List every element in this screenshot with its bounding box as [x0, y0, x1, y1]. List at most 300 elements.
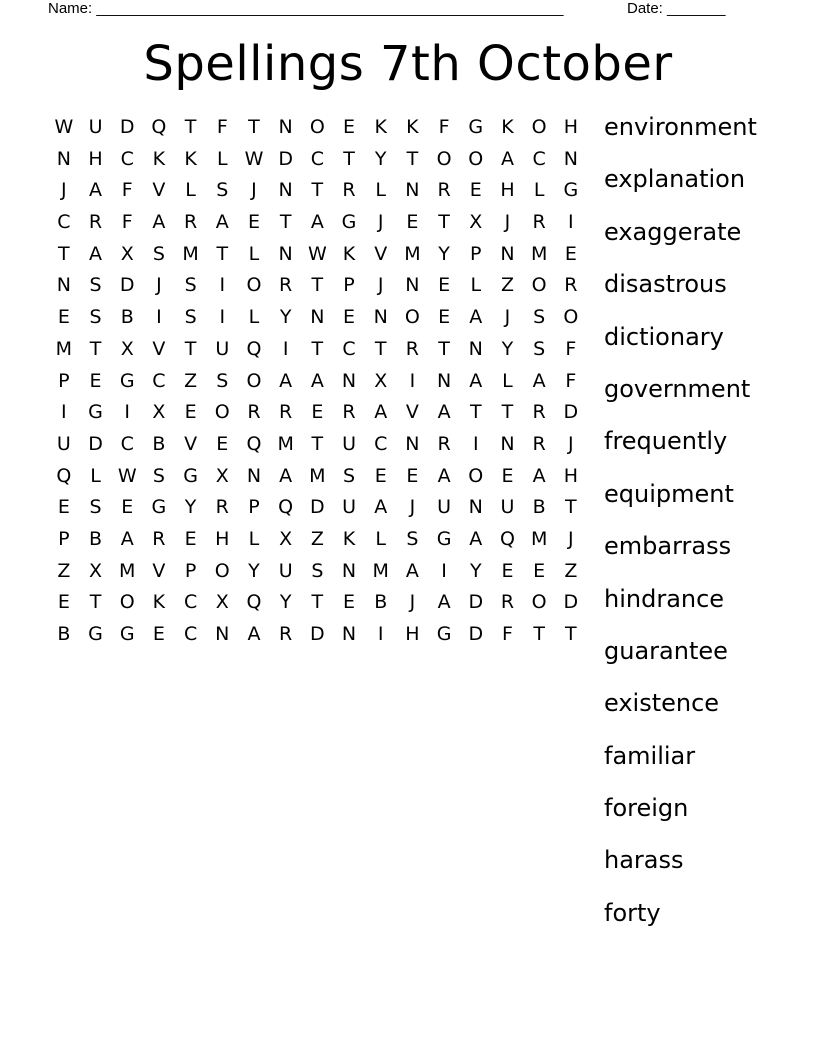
- grid-letter: X: [279, 527, 293, 550]
- grid-letter: O: [246, 274, 262, 297]
- word-list-item: equipment: [604, 479, 734, 508]
- grid-letter: A: [405, 559, 419, 582]
- grid-letter: H: [563, 116, 578, 138]
- grid-letter: A: [152, 211, 166, 234]
- word-list-item: hindrance: [604, 584, 725, 613]
- word-list-item: forty: [604, 898, 661, 927]
- grid-letter: I: [568, 211, 574, 234]
- grid-letter: A: [89, 242, 103, 265]
- grid-letter: D: [563, 401, 579, 424]
- grid-letter: C: [342, 337, 356, 360]
- grid-letter: L: [90, 464, 101, 487]
- grid-letter: S: [89, 274, 102, 297]
- grid-letter: L: [533, 179, 545, 202]
- grid-letter: X: [215, 464, 229, 487]
- grid-letter: A: [310, 369, 324, 392]
- grid-letter: S: [343, 464, 356, 487]
- grid-letter: C: [57, 211, 71, 234]
- grid-letter: O: [531, 591, 547, 614]
- grid-letter: Q: [499, 527, 515, 550]
- grid-letter: P: [184, 559, 197, 582]
- grid-letter: O: [214, 401, 230, 424]
- grid-letter: T: [565, 623, 577, 645]
- letter-grid: [48, 112, 588, 652]
- grid-letter: E: [89, 369, 102, 392]
- word-list-item: exaggerate: [604, 217, 742, 246]
- grid-letter: U: [215, 337, 230, 360]
- grid-letter: S: [533, 337, 546, 360]
- grid-letter: Y: [279, 591, 292, 614]
- grid-letter: I: [219, 274, 226, 297]
- grid-letter: P: [248, 496, 260, 519]
- grid-letter: L: [470, 274, 482, 297]
- grid-letter: G: [119, 369, 135, 392]
- grid-letter: O: [119, 591, 135, 614]
- grid-letter: Z: [57, 559, 71, 582]
- grid-letter: O: [563, 306, 579, 329]
- grid-letter: D: [468, 623, 484, 645]
- grid-letter: D: [119, 274, 135, 297]
- grid-letter: K: [184, 147, 197, 170]
- grid-letter: R: [532, 432, 546, 455]
- grid-letter: I: [219, 306, 226, 329]
- grid-letter: T: [58, 242, 70, 265]
- grid-letter: S: [216, 369, 229, 392]
- grid-letter: A: [437, 591, 451, 614]
- grid-letter: R: [532, 401, 546, 424]
- grid-letter: N: [278, 242, 293, 265]
- grid-letter: M: [182, 242, 199, 265]
- grid-letter: N: [341, 369, 357, 392]
- word-list-item: dictionary: [604, 322, 724, 351]
- grid-letter: J: [409, 496, 416, 519]
- grid-letter: S: [216, 179, 229, 202]
- grid-letter: T: [374, 337, 387, 360]
- grid-letter: I: [472, 432, 479, 455]
- grid-letter: R: [437, 179, 451, 202]
- grid-letter: T: [533, 623, 545, 645]
- grid-row: [48, 429, 588, 461]
- grid-letter: O: [214, 559, 230, 582]
- grid-letter: D: [278, 147, 293, 170]
- grid-letter: M: [309, 464, 326, 487]
- grid-letter: J: [156, 274, 162, 297]
- grid-letter: L: [502, 369, 513, 392]
- grid-letter: Q: [56, 464, 72, 487]
- grid-letter: T: [311, 179, 324, 202]
- grid-letter: A: [500, 147, 514, 170]
- grid-letter: H: [88, 147, 103, 170]
- grid-letter: Z: [564, 559, 578, 582]
- word-list-item: disastrous: [604, 270, 727, 299]
- grid-letter: O: [468, 464, 484, 487]
- grid-letter: J: [504, 306, 511, 329]
- grid-letter: R: [183, 211, 198, 234]
- grid-letter: A: [279, 464, 293, 487]
- grid-letter: G: [88, 401, 103, 424]
- grid-letter: K: [152, 591, 166, 614]
- grid-letter: J: [251, 179, 257, 202]
- grid-letter: T: [311, 274, 324, 297]
- grid-letter: E: [57, 306, 70, 329]
- grid-letter: R: [500, 591, 515, 614]
- grid-letter: T: [248, 116, 260, 138]
- grid-letter: C: [120, 147, 134, 170]
- grid-letter: O: [436, 147, 452, 170]
- grid-letter: T: [406, 147, 419, 170]
- grid-letter: L: [185, 179, 196, 202]
- grid-letter: M: [530, 242, 548, 265]
- word-list-item: familiar: [604, 741, 696, 770]
- grid-letter: P: [58, 369, 70, 392]
- grid-letter: Y: [438, 242, 450, 265]
- grid-letter: O: [404, 306, 420, 329]
- grid-letter: A: [532, 369, 546, 392]
- grid-letter: C: [183, 623, 198, 645]
- word-list-item: guarantee: [604, 636, 728, 665]
- grid-letter: X: [89, 559, 103, 582]
- grid-letter: R: [279, 623, 293, 645]
- date-field: Date: _______: [627, 0, 726, 17]
- grid-letter: S: [152, 242, 165, 265]
- grid-letter: G: [563, 179, 579, 202]
- grid-letter: F: [565, 337, 577, 360]
- grid-letter: N: [563, 147, 578, 170]
- grid-letter: X: [120, 337, 134, 360]
- grid-letter: N: [468, 337, 483, 360]
- grid-letter: M: [530, 527, 548, 550]
- grid-letter: N: [436, 369, 452, 392]
- grid-letter: W: [54, 116, 74, 138]
- grid-letter: H: [215, 527, 230, 550]
- grid-letter: F: [121, 179, 133, 202]
- grid-row: [48, 239, 588, 271]
- grid-letter: D: [563, 591, 579, 614]
- grid-letter: D: [119, 116, 135, 138]
- grid-letter: R: [247, 401, 261, 424]
- grid-letter: F: [216, 116, 228, 138]
- grid-letter: L: [216, 147, 228, 170]
- grid-letter: O: [309, 116, 325, 138]
- grid-letter: R: [279, 401, 293, 424]
- grid-letter: Y: [184, 496, 197, 519]
- grid-letter: J: [568, 432, 574, 455]
- grid-letter: G: [436, 623, 452, 645]
- grid-letter: G: [151, 496, 167, 519]
- grid-letter: A: [469, 369, 483, 392]
- grid-letter: Y: [279, 306, 292, 329]
- grid-letter: Z: [184, 369, 198, 392]
- grid-letter: C: [120, 432, 134, 455]
- grid-letter: V: [374, 242, 388, 265]
- grid-row: [48, 397, 588, 429]
- grid-letter: E: [406, 211, 419, 234]
- grid-letter: I: [409, 369, 416, 392]
- grid-letter: Y: [469, 559, 482, 582]
- grid-letter: T: [184, 116, 197, 138]
- grid-letter: E: [57, 591, 70, 614]
- grid-letter: E: [406, 464, 419, 487]
- grid-letter: E: [343, 116, 356, 138]
- word-list-item: frequently: [604, 427, 728, 456]
- grid-letter: N: [278, 116, 293, 138]
- grid-letter: T: [311, 591, 324, 614]
- grid-letter: S: [89, 496, 102, 519]
- grid-letter: I: [441, 559, 447, 582]
- grid-letter: N: [500, 242, 515, 265]
- page-title: Spellings 7th October: [143, 36, 673, 92]
- grid-letter: N: [341, 559, 357, 582]
- grid-letter: E: [152, 623, 165, 645]
- grid-letter: M: [119, 559, 136, 582]
- grid-letter: B: [89, 527, 103, 550]
- grid-letter: M: [55, 337, 73, 360]
- grid-letter: N: [56, 274, 71, 297]
- grid-letter: Q: [246, 337, 262, 360]
- grid-letter: W: [307, 242, 327, 265]
- grid-letter: X: [120, 242, 134, 265]
- grid-letter: F: [121, 211, 133, 234]
- word-list-item: government: [604, 374, 751, 403]
- grid-letter: G: [341, 211, 357, 234]
- grid-letter: I: [282, 337, 289, 360]
- grid-letter: Q: [246, 591, 262, 614]
- grid-letter: S: [311, 559, 324, 582]
- grid-letter: E: [438, 306, 451, 329]
- grid-letter: E: [501, 464, 514, 487]
- grid-letter: N: [500, 432, 515, 455]
- grid-letter: M: [372, 559, 389, 582]
- grid-letter: R: [532, 211, 546, 234]
- grid-letter: R: [437, 432, 451, 455]
- grid-letter: S: [406, 527, 419, 550]
- grid-letter: K: [374, 116, 387, 138]
- grid-letter: T: [89, 337, 102, 360]
- grid-letter: V: [184, 432, 198, 455]
- grid-letter: T: [438, 337, 450, 360]
- grid-letter: E: [564, 242, 577, 265]
- grid-letter: K: [152, 147, 166, 170]
- grid-letter: S: [184, 274, 197, 297]
- grid-letter: O: [246, 369, 262, 392]
- grid-letter: J: [61, 179, 67, 202]
- grid-letter: T: [311, 337, 324, 360]
- grid-letter: V: [152, 559, 166, 582]
- grid-row: [48, 302, 588, 334]
- grid-letter: R: [405, 337, 419, 360]
- grid-row: [48, 270, 588, 302]
- grid-letter: N: [56, 147, 71, 170]
- grid-row: [48, 461, 588, 493]
- grid-letter: A: [374, 401, 388, 424]
- grid-row: [48, 619, 588, 651]
- grid-letter: U: [278, 559, 293, 582]
- grid-letter: U: [56, 432, 71, 455]
- grid-letter: U: [342, 496, 356, 519]
- grid-letter: N: [215, 623, 230, 645]
- grid-letter: V: [405, 401, 419, 424]
- grid-letter: A: [469, 306, 483, 329]
- grid-letter: K: [501, 116, 514, 138]
- grid-letter: B: [120, 306, 134, 329]
- grid-letter: T: [216, 242, 229, 265]
- grid-letter: U: [342, 432, 356, 455]
- grid-letter: R: [215, 496, 229, 519]
- grid-letter: T: [89, 591, 102, 614]
- grid-letter: N: [405, 179, 420, 202]
- grid-letter: Y: [248, 559, 260, 582]
- grid-letter: Z: [310, 527, 324, 550]
- grid-letter: R: [342, 179, 356, 202]
- grid-letter: X: [374, 369, 388, 392]
- word-list-item: foreign: [604, 794, 689, 823]
- grid-letter: N: [405, 432, 420, 455]
- grid-letter: O: [468, 147, 484, 170]
- grid-letter: E: [374, 464, 387, 487]
- grid-letter: E: [343, 591, 356, 614]
- grid-letter: F: [502, 623, 513, 645]
- grid-letter: F: [438, 116, 450, 138]
- grid-letter: S: [533, 306, 546, 329]
- grid-letter: J: [377, 274, 384, 297]
- grid-letter: R: [152, 527, 166, 550]
- grid-letter: V: [152, 179, 166, 202]
- grid-row: [48, 334, 588, 366]
- grid-letter: C: [532, 147, 546, 170]
- grid-row: [48, 556, 588, 588]
- grid-letter: U: [437, 496, 452, 519]
- grid-letter: H: [405, 623, 420, 645]
- grid-letter: B: [374, 591, 388, 614]
- grid-letter: E: [184, 401, 197, 424]
- grid-letter: G: [183, 464, 198, 487]
- grid-letter: A: [310, 211, 324, 234]
- grid-letter: A: [374, 496, 388, 519]
- grid-letter: A: [120, 527, 134, 550]
- grid-letter: P: [58, 527, 70, 550]
- grid-letter: N: [468, 496, 483, 519]
- grid-letter: N: [278, 179, 293, 202]
- grid-letter: H: [563, 464, 578, 487]
- grid-letter: B: [57, 623, 71, 645]
- grid-letter: J: [568, 527, 574, 550]
- word-list-item: embarrass: [604, 532, 732, 561]
- grid-letter: T: [438, 211, 450, 234]
- grid-letter: I: [377, 623, 384, 645]
- grid-letter: K: [342, 242, 356, 265]
- grid-letter: T: [343, 147, 355, 170]
- grid-letter: V: [152, 337, 166, 360]
- grid-letter: T: [469, 401, 482, 424]
- word-list-item: explanation: [604, 165, 746, 194]
- grid-letter: Y: [374, 147, 387, 170]
- grid-row: [48, 524, 588, 556]
- grid-letter: T: [565, 496, 577, 519]
- grid-letter: T: [184, 337, 197, 360]
- grid-letter: C: [374, 432, 388, 455]
- grid-letter: I: [124, 401, 131, 424]
- grid-letter: A: [279, 369, 293, 392]
- name-field: Name: ________________________________________________________: [48, 0, 564, 17]
- grid-row: [48, 207, 588, 239]
- grid-letter: N: [310, 306, 325, 329]
- grid-letter: W: [244, 147, 264, 170]
- grid-letter: O: [531, 116, 547, 138]
- grid-letter: G: [468, 116, 484, 138]
- grid-letter: R: [342, 401, 356, 424]
- grid-row: [48, 587, 588, 619]
- grid-letter: E: [533, 559, 546, 582]
- grid-letter: E: [438, 274, 451, 297]
- grid-letter: W: [117, 464, 137, 487]
- grid-letter: R: [88, 211, 103, 234]
- grid-letter: X: [469, 211, 483, 234]
- grid-letter: Z: [500, 274, 514, 297]
- grid-letter: E: [469, 179, 482, 202]
- grid-row: [48, 144, 588, 176]
- grid-letter: E: [216, 432, 229, 455]
- grid-letter: T: [279, 211, 292, 234]
- grid-letter: K: [406, 116, 419, 138]
- grid-letter: X: [215, 591, 229, 614]
- grid-row: [48, 366, 588, 398]
- grid-letter: J: [409, 591, 416, 614]
- grid-letter: E: [184, 527, 197, 550]
- grid-letter: I: [61, 401, 67, 424]
- grid-letter: O: [531, 274, 547, 297]
- grid-letter: T: [311, 432, 324, 455]
- grid-letter: L: [248, 242, 260, 265]
- grid-letter: Q: [151, 116, 167, 138]
- grid-letter: A: [532, 464, 546, 487]
- grid-letter: G: [436, 527, 452, 550]
- grid-row: [48, 112, 588, 144]
- grid-letter: T: [501, 401, 514, 424]
- grid-letter: Q: [246, 432, 262, 455]
- grid-letter: S: [89, 306, 102, 329]
- grid-letter: L: [248, 527, 260, 550]
- grid-letter: Q: [278, 496, 294, 519]
- grid-letter: U: [88, 116, 103, 138]
- grid-letter: H: [500, 179, 515, 202]
- grid-letter: N: [246, 464, 262, 487]
- grid-letter: R: [564, 274, 578, 297]
- grid-letter: X: [152, 401, 166, 424]
- grid-letter: G: [88, 623, 103, 645]
- grid-letter: K: [342, 527, 356, 550]
- grid-letter: E: [343, 306, 356, 329]
- grid-letter: B: [152, 432, 166, 455]
- grid-letter: G: [119, 623, 135, 645]
- word-list-item: environment: [604, 113, 757, 141]
- grid-letter: D: [468, 591, 484, 614]
- grid-row: [48, 492, 588, 524]
- grid-letter: E: [57, 496, 70, 519]
- grid-letter: A: [247, 623, 261, 645]
- grid-letter: Y: [501, 337, 514, 360]
- grid-letter: A: [89, 179, 103, 202]
- grid-letter: D: [88, 432, 103, 455]
- grid-letter: C: [310, 147, 324, 170]
- grid-letter: E: [311, 401, 324, 424]
- grid-letter: R: [279, 274, 293, 297]
- grid-letter: E: [121, 496, 134, 519]
- grid-letter: N: [405, 274, 420, 297]
- grid-letter: D: [310, 623, 325, 645]
- word-list: [604, 109, 814, 947]
- grid-letter: D: [310, 496, 325, 519]
- grid-letter: A: [437, 401, 451, 424]
